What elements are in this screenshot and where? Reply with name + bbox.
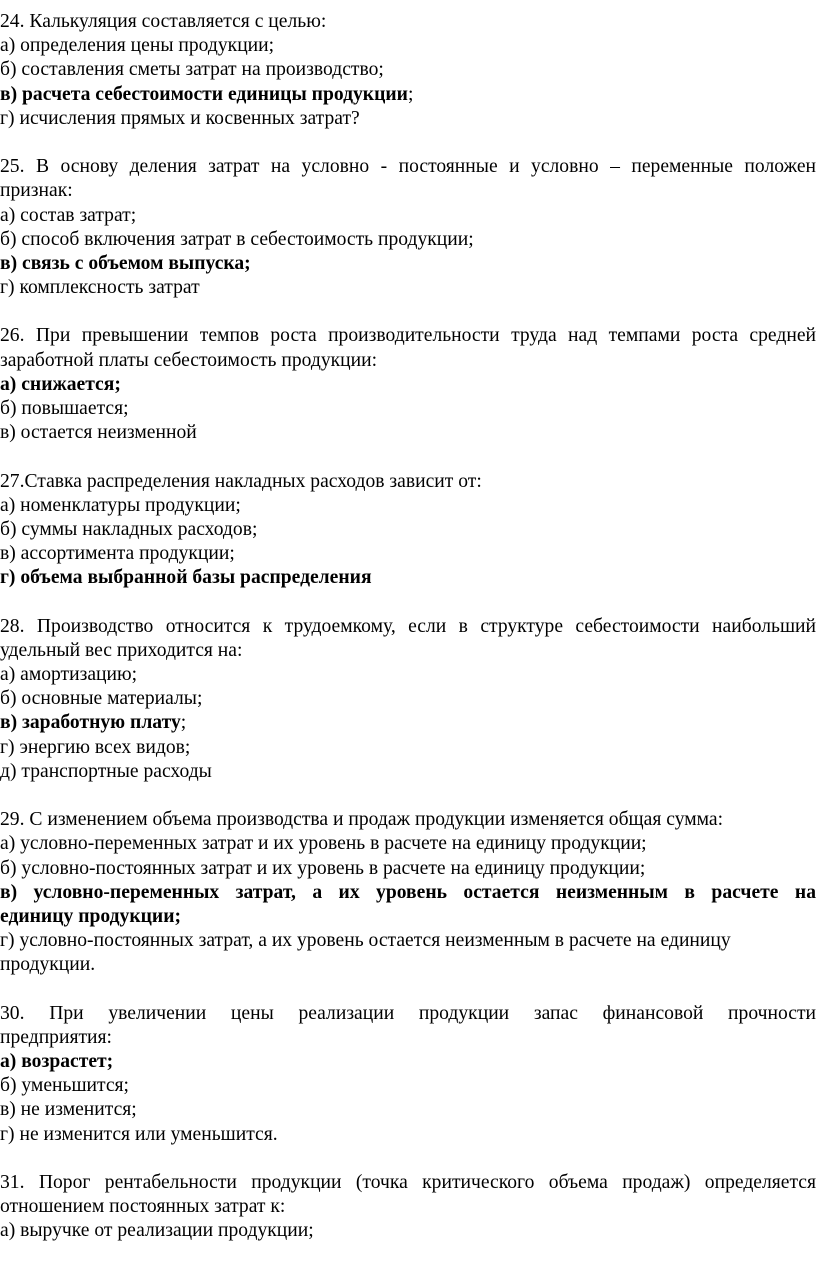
answer-option bbox=[0, 518, 816, 542]
question-text: 25. В основу деления затрат на условно - постоянные и условно – переменные положен bbox=[0, 156, 816, 178]
question-text: предприятия: bbox=[0, 1026, 112, 1048]
option-tail: ; bbox=[180, 712, 187, 734]
option-text: единицу продукции; bbox=[0, 905, 182, 927]
question-text: 29. С изменением объема производства и продаж продукции изменяется общая сумма: bbox=[0, 809, 724, 831]
answer-option bbox=[0, 1074, 816, 1098]
option-text: в) не изменится; bbox=[0, 1099, 137, 1121]
answer-option bbox=[0, 494, 816, 518]
answer-option bbox=[0, 953, 816, 977]
option-text: б) составления сметы затрат на производство; bbox=[0, 59, 384, 81]
question-text: удельный вес приходится на: bbox=[0, 639, 243, 661]
answer-option bbox=[0, 204, 816, 228]
question-text: отношением постоянных затрат к: bbox=[0, 1196, 286, 1218]
answer-option-correct bbox=[0, 252, 816, 276]
question-block bbox=[0, 10, 816, 131]
option-text: г) объема выбранной базы распределения bbox=[0, 567, 372, 589]
answer-option bbox=[0, 1123, 816, 1147]
answer-option-correct bbox=[0, 881, 816, 905]
question-block bbox=[0, 1171, 816, 1244]
option-text: б) способ включения затрат в себестоимость продукции; bbox=[0, 228, 474, 250]
answer-option bbox=[0, 760, 816, 784]
answer-option bbox=[0, 736, 816, 760]
answer-option bbox=[0, 832, 816, 856]
option-text: а) амортизацию; bbox=[0, 664, 138, 686]
option-text: г) условно-постоянных затрат, а их уровень остается неизменным в расчете на единицу bbox=[0, 930, 731, 952]
option-text: г) энергию всех видов; bbox=[0, 736, 191, 758]
option-text: в) условно-переменных затрат, а их уровень остается неизменным в расчете на bbox=[0, 881, 816, 903]
answer-option bbox=[0, 1098, 816, 1122]
option-text: а) номенклатуры продукции; bbox=[0, 494, 241, 516]
answer-option-correct bbox=[0, 711, 816, 735]
option-text: б) основные материалы; bbox=[0, 688, 203, 710]
question-block bbox=[0, 615, 816, 784]
answer-option-correct bbox=[0, 566, 816, 590]
option-text: б) условно-постоянных затрат и их уровень в расчете на единицу продукции; bbox=[0, 857, 646, 879]
option-text: продукции. bbox=[0, 954, 96, 976]
option-text: в) связь с объемом выпуска; bbox=[0, 252, 251, 274]
answer-option-correct bbox=[0, 373, 816, 397]
question-text: признак: bbox=[0, 180, 73, 202]
answer-option bbox=[0, 421, 816, 445]
option-text: а) условно-переменных затрат и их уровень в расчете на единицу продукции; bbox=[0, 833, 647, 855]
answer-option bbox=[0, 857, 816, 881]
document-page bbox=[0, 10, 816, 1268]
question-text: 28. Производство относится к трудоемкому, если в структуре себестоимости наибольший bbox=[0, 615, 816, 637]
option-text: в) ассортимента продукции; bbox=[0, 543, 235, 565]
question-block bbox=[0, 1002, 816, 1147]
answer-option bbox=[0, 34, 816, 58]
answer-option-correct bbox=[0, 83, 816, 107]
option-text: в) заработную плату bbox=[0, 712, 181, 734]
question-text: 27.Ставка распределения накладных расходов зависит от: bbox=[0, 470, 482, 492]
question-block bbox=[0, 808, 816, 977]
option-text: г) комплексность затрат bbox=[0, 277, 200, 299]
option-text: б) уменьшится; bbox=[0, 1075, 129, 1097]
question-text: 26. При превышении темпов роста производительности труда над темпами роста средней bbox=[0, 325, 816, 347]
answer-option bbox=[0, 542, 816, 566]
answer-option bbox=[0, 228, 816, 252]
option-text: д) транспортные расходы bbox=[0, 760, 212, 782]
question-block bbox=[0, 324, 816, 445]
question-block bbox=[0, 155, 816, 300]
answer-option-correct bbox=[0, 1050, 816, 1074]
question-block bbox=[0, 470, 816, 591]
option-text: в) расчета себестоимости единицы продукции bbox=[0, 83, 408, 105]
option-text: б) суммы накладных расходов; bbox=[0, 518, 258, 540]
option-text: а) снижается; bbox=[0, 373, 121, 395]
option-text: а) определения цены продукции; bbox=[0, 35, 275, 57]
answer-option bbox=[0, 58, 816, 82]
option-text: а) состав затрат; bbox=[0, 204, 137, 226]
option-text: б) повышается; bbox=[0, 398, 129, 419]
answer-option-correct bbox=[0, 905, 816, 929]
option-text: в) остается неизменной bbox=[0, 422, 197, 444]
answer-option bbox=[0, 276, 816, 300]
option-tail: ; bbox=[407, 83, 414, 105]
question-text: 31. Порог рентабельности продукции (точка критического объема продаж) определяется bbox=[0, 1172, 816, 1193]
answer-option bbox=[0, 1219, 816, 1243]
answer-option bbox=[0, 663, 816, 687]
answer-option bbox=[0, 929, 816, 953]
option-text: а) возрастет; bbox=[0, 1051, 114, 1073]
option-text: а) выручке от реализации продукции; bbox=[0, 1220, 314, 1242]
answer-option bbox=[0, 107, 816, 131]
question-text: 30. При увеличении цены реализации продукции запас финансовой прочности bbox=[0, 1002, 816, 1024]
question-text: 24. Калькуляция составляется с целью: bbox=[0, 11, 327, 32]
question-text: заработной платы себестоимость продукции: bbox=[0, 349, 378, 371]
answer-option bbox=[0, 687, 816, 711]
option-text: г) исчисления прямых и косвенных затрат? bbox=[0, 107, 360, 129]
option-text: г) не изменится или уменьшится. bbox=[0, 1123, 278, 1145]
answer-option bbox=[0, 397, 816, 421]
